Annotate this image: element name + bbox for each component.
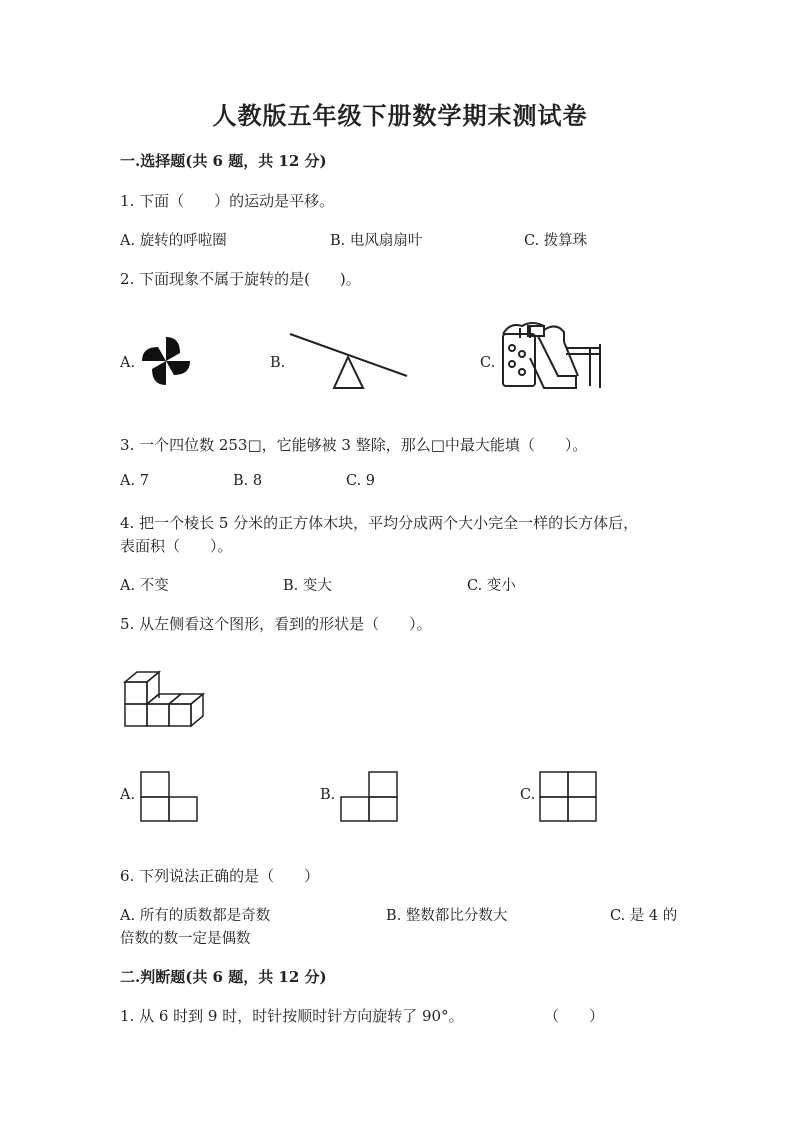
question-3-option-a: A. 7 [120,473,149,489]
question-6-option-a: A. 所有的质数都是奇数 [120,908,271,924]
page-title: 人教版五年级下册数学期末测试卷 [212,101,588,130]
question-4-option-c: C. 变小 [467,578,516,594]
question-2-option-c: C. [480,355,496,371]
slide-image [500,318,605,390]
question-5-text: 5. 从左侧看这个图形，看到的形状是（ ）。 [120,615,432,633]
question-2-option-b: B. [270,355,286,371]
option-b-shape-image [340,771,400,823]
question-6-text: 6. 下列说法正确的是（ ） [120,867,320,885]
option-a-shape-image [140,771,200,823]
question-4-option-a: A. 不变 [120,578,169,594]
question-5-option-a: A. [120,787,136,803]
pinwheel-image [136,333,196,389]
section-heading-judgment: 二.判断题(共 6 题，共 12 分) [120,968,327,986]
question-6-option-c: C. 是 4 的 [610,908,678,924]
question-3-text: 3. 一个四位数 253□，它能够被 3 整除，那么□中最大能填（ ）。 [120,436,588,454]
option-c-shape-image [539,771,599,823]
question-2-text: 2. 下面现象不属于旋转的是( )。 [120,270,361,288]
question-4-text-line2: 表面积（ ）。 [120,537,233,555]
question-4-text-line1: 4. 把一个棱长 5 分米的正方体木块，平均分成两个大小完全一样的长方体后， [120,514,639,532]
question-2-option-a: A. [120,355,136,371]
question-5-option-c: C. [520,787,536,803]
question-6-option-b: B. 整数都比分数大 [386,908,508,924]
question-1-option-b: B. 电风扇扇叶 [330,233,423,249]
seesaw-image [286,330,411,392]
question-4-option-b: B. 变大 [283,578,332,594]
cube-stack-image [120,668,210,728]
question-5-option-b: B. [320,787,336,803]
question-3-option-c: C. 9 [346,473,376,489]
question-1-option-a: A. 旋转的呼啦圈 [120,233,227,249]
judgment-1-answer-blank[interactable]: （ ） [544,1007,605,1025]
question-6-option-c-continued: 倍数的数一定是偶数 [120,931,251,947]
section-heading-choice: 一.选择题(共 6 题，共 12 分) [120,152,327,170]
question-1-text: 1. 下面（ ）的运动是平移。 [120,192,335,210]
judgment-1-text: 1. 从 6 时到 9 时，时针按顺时针方向旋转了 90°。 [120,1007,464,1025]
question-3-option-b: B. 8 [233,473,263,489]
question-1-option-c: C. 拨算珠 [524,233,588,249]
